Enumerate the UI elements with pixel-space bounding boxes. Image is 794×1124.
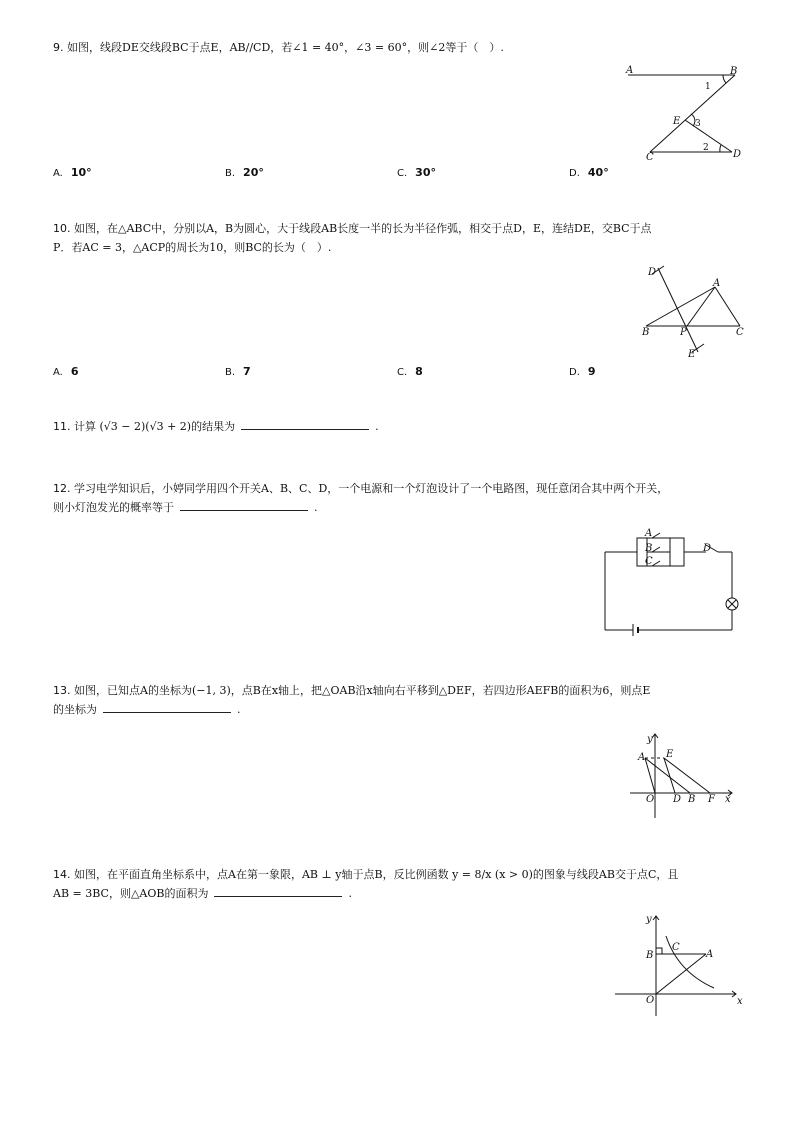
- angle-2-arc: [720, 145, 721, 152]
- segment-oa: [645, 758, 655, 793]
- option-b[interactable]: B. 7: [225, 365, 251, 378]
- question-text-end: .: [375, 420, 379, 433]
- question-9: [53, 38, 753, 57]
- label-x: x: [725, 794, 731, 805]
- label-b: B: [688, 794, 696, 805]
- label-b: B: [645, 543, 653, 554]
- label-b: B: [730, 66, 738, 77]
- label-angle-3: 3: [695, 119, 701, 129]
- option-d[interactable]: D. 40°: [569, 166, 609, 179]
- question-text-line-2: 则小灯泡发光的概率等于: [53, 501, 174, 514]
- line-ab: [646, 287, 715, 326]
- label-e: E: [666, 749, 674, 760]
- segment-ab: [645, 758, 690, 793]
- q14-figure: [610, 910, 750, 1020]
- segment-ef: [664, 758, 710, 793]
- label-b: B: [646, 950, 654, 961]
- question-13: [53, 681, 753, 719]
- answer-blank[interactable]: [214, 885, 342, 897]
- q9-figure: [620, 62, 760, 166]
- label-a: A: [713, 278, 721, 289]
- question-text-line-2: 的坐标为: [53, 703, 97, 716]
- label-e: E: [673, 116, 681, 127]
- option-a[interactable]: A. 6: [53, 365, 79, 378]
- label-d: D: [703, 543, 712, 554]
- label-a: A: [706, 949, 714, 960]
- label-angle-1: 1: [705, 82, 711, 92]
- answer-blank[interactable]: [241, 418, 369, 430]
- line-ac: [715, 287, 740, 326]
- switch-a: [652, 533, 660, 538]
- label-c: C: [645, 556, 653, 567]
- label-angle-2: 2: [703, 143, 709, 153]
- question-14: [53, 865, 753, 903]
- question-text-line-2: P．若AC = 3，△ACP的周长为10，则BC的长为（ ）.: [53, 241, 332, 254]
- segment-ed: [664, 758, 675, 793]
- option-d[interactable]: D. 9: [569, 365, 596, 378]
- label-b: B: [642, 327, 650, 338]
- line-bc: [650, 75, 735, 152]
- label-c: C: [736, 327, 744, 338]
- label-a: A: [645, 528, 653, 539]
- q13-figure: [628, 730, 743, 822]
- label-f: F: [708, 794, 715, 805]
- label-p: P: [680, 327, 687, 338]
- question-number: 12.: [53, 482, 71, 495]
- answer-blank[interactable]: [180, 499, 308, 511]
- segment-oa: [656, 954, 706, 994]
- question-text-line-1: 如图，已知点A的坐标为(−1, 3)，点B在x轴上，把△OAB沿x轴向右平移到△DEF，若四边形AEFB的面积为6，则点E: [74, 684, 651, 697]
- angle-1-arc: [723, 75, 726, 83]
- question-text-line-1: 如图，在平面直角坐标系中，点A在第一象限，AB ⊥ y轴于点B，反比例函数 y = 8/x (x > 0)的图象与线段AB交于点C，且: [74, 868, 679, 881]
- question-number: 14.: [53, 868, 71, 881]
- question-text-line-1: 学习电学知识后，小婷同学用四个开关A、B、C、D，一个电源和一个灯泡设计了一个电路图，现任意闭合其中两个开关，: [74, 482, 669, 495]
- line-ap: [687, 287, 715, 326]
- question-11: [53, 417, 753, 436]
- label-y: y: [646, 914, 652, 925]
- switch-b: [652, 547, 660, 552]
- option-a[interactable]: A. 10°: [53, 166, 92, 179]
- question-number: 9.: [53, 41, 64, 54]
- question-text-end: .: [348, 887, 352, 900]
- line-de: [658, 268, 698, 352]
- q10-figure: [636, 262, 756, 362]
- question-12: [53, 479, 753, 517]
- question-number: 11.: [53, 420, 71, 433]
- answer-blank[interactable]: [103, 701, 231, 713]
- label-x: x: [737, 996, 743, 1007]
- question-number: 10.: [53, 222, 71, 235]
- option-c[interactable]: C. 30°: [397, 166, 436, 179]
- label-a: A: [638, 752, 646, 763]
- question-text-end: .: [237, 703, 241, 716]
- label-e: E: [688, 349, 696, 360]
- question-text-line-1: 如图，在△ABC中，分别以A，B为圆心，大于线段AB长度一半的长为半径作弧，相交于点D，E，连结DE，交BC于点: [74, 222, 652, 235]
- parallel-block-right: [670, 538, 684, 566]
- label-y: y: [647, 734, 653, 745]
- switch-c: [652, 561, 660, 566]
- question-text-line-2: AB = 3BC，则△AOB的面积为: [53, 887, 209, 900]
- option-b[interactable]: B. 20°: [225, 166, 264, 179]
- q9-options: [53, 166, 753, 182]
- label-d: D: [673, 794, 682, 805]
- label-c: C: [646, 152, 654, 163]
- label-d: D: [733, 149, 742, 160]
- q10-options: [53, 365, 753, 381]
- label-a: A: [626, 65, 634, 76]
- label-o: O: [646, 995, 655, 1006]
- question-text: 计算 (√3 − 2)(√3 + 2)的结果为: [74, 420, 236, 433]
- label-d: D: [648, 267, 657, 278]
- question-number: 13.: [53, 684, 71, 697]
- question-text-end: .: [314, 501, 318, 514]
- option-c[interactable]: C. 8: [397, 365, 423, 378]
- question-text: 如图，线段DE交线段BC于点E，AB//CD，若∠1 = 40°，∠3 = 60°，则∠2等于（ ）.: [67, 41, 504, 54]
- right-angle-mark: [656, 948, 662, 954]
- q12-circuit-figure: [600, 524, 745, 642]
- label-c: C: [672, 942, 680, 953]
- question-10: [53, 219, 753, 257]
- label-o: O: [646, 794, 655, 805]
